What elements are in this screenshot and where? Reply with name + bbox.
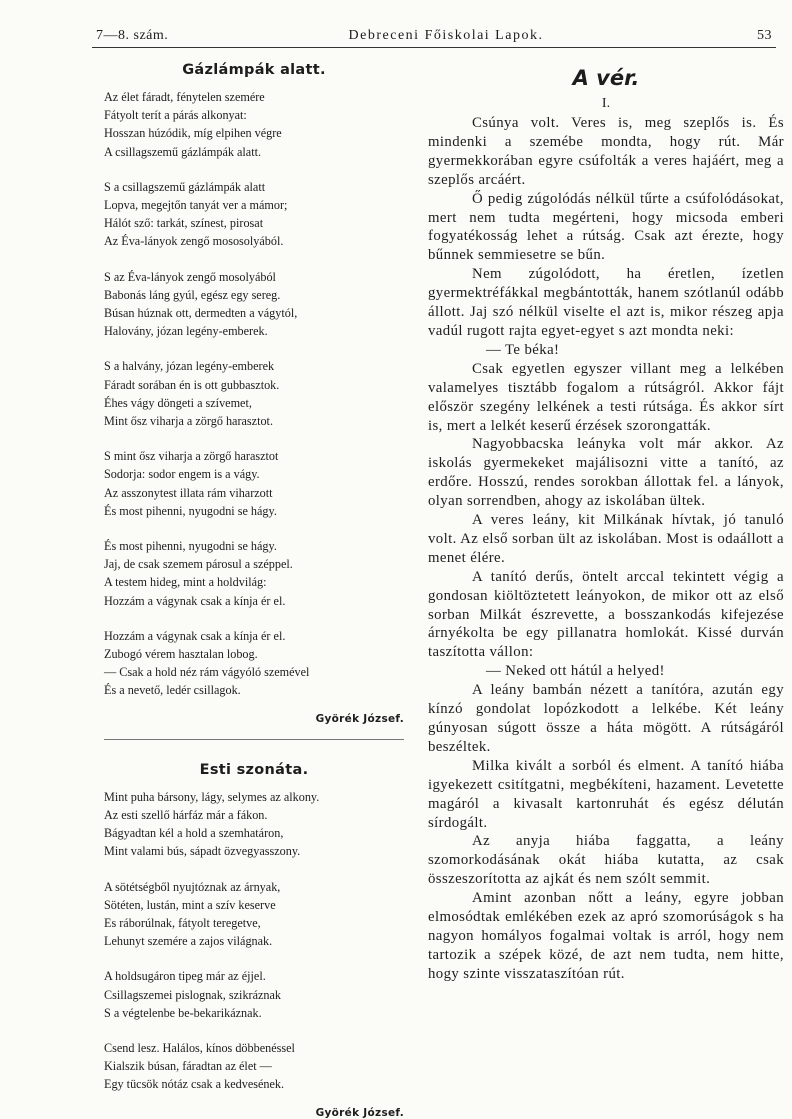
story-section-number: I. — [601, 96, 611, 111]
header-rule — [92, 47, 776, 48]
poem-line: Lehunyt szemére a zajos világnak. — [104, 934, 273, 949]
poem-line: S a csillagszemű gázlámpák alatt — [104, 179, 266, 194]
story-title: A vér. — [572, 66, 640, 90]
story-paragraph: — Neked ott hátúl a helyed! — [486, 663, 665, 680]
poem-line: Sötéten, lustán, mint a szív keserve — [104, 897, 276, 912]
story-paragraph: Az anyja hiába faggatta, a leány szomorkodásának okát hiába kutatta, az csak összeszorította az ajkát és nem szólt semmit. — [428, 833, 784, 888]
poem-stanza — [104, 537, 404, 610]
poem-line: A sötétségből nyujtóznak az árnyak, — [104, 879, 281, 894]
story-paragraph: A tanító derűs, öntelt arccal tekintett végig a gondosan kiöltöztetett leányokon, de mikor ott az első sorban Milkát észrevette, a bosszankodás kifejezése árnyékolta be egy pillanatra homlokát. Kissé durván taszította vállon: — [428, 568, 784, 661]
poem-line: Jaj, de csak szemem párosul a széppel. — [104, 557, 293, 572]
story-paragraph: Milka kivált a sorból és elment. A tanító hiába igyekezett csitítgatni, megbékíteni, hazament. Levetette magáról a kivasalt kartonruhát és egész délután sírdogált. — [428, 757, 784, 831]
poem-line: Az élet fáradt, fénytelen szemére — [104, 90, 265, 104]
poem-author-signature: Györék József. — [315, 712, 404, 725]
poem-line: Halovány, józan legény-emberek. — [104, 324, 268, 339]
journal-name: Debreceni Főiskolai Lapok. — [348, 28, 544, 43]
poem-line: Hálót sző: tarkát, színest, pirosat — [104, 216, 264, 231]
poem-stanza — [104, 268, 404, 341]
poem-line: Hozzám a vágynak csak a kínja ér el. — [104, 628, 286, 643]
poem-author-signature: Györék József. — [315, 1106, 404, 1119]
poem-line: Bágyadtan kél a hold a szemhatáron, — [104, 826, 284, 841]
story-paragraph: Csúnya volt. Veres is, meg szeplős is. És mindenki a szemébe mondta, hogy rút. Már gyermekkorában egyre csúfolták a veres hajáért, meg a szeplős arcáért. — [428, 115, 784, 188]
poem-line: És most pihenni, nyugodni se hágy. — [104, 539, 277, 554]
poem-stanza — [104, 967, 404, 1022]
poem-stanza — [104, 88, 404, 161]
poem-line: Kialszik búsan, fáradtan az élet — — [104, 1059, 272, 1074]
poem-line: Éhes vágy döngeti a szívemet, — [104, 395, 252, 410]
poem-stanza — [104, 788, 404, 861]
poem-line: A holdsugáron tipeg már az éjjel. — [104, 969, 266, 984]
poem-line: Sodorja: sodor engem is a vágy. — [104, 467, 260, 482]
story-paragraph: Nagyobbacska leányka volt már akkor. Az iskolás gyermekeket majálisozni vitte a tanító, az erdőre. Hosszú, rendes sorokban állottak fel. a lányok, olyan sorrendben, ahogy az iskolában ültek. — [428, 436, 784, 510]
page-number: 53 — [757, 28, 772, 43]
left-column — [104, 62, 404, 1119]
page-header — [96, 28, 772, 48]
poem-line: Es ráborúlnak, fátyolt teregetve, — [104, 915, 261, 930]
poem-line: — Csak a hold néz rám vágyóló szemével — [104, 665, 310, 680]
poem-stanza — [104, 1039, 404, 1094]
poem-line: Zubogó vérem hasztalan lobog. — [104, 647, 258, 662]
story-paragraph: Ő pedig zúgolódás nélkül tűrte a csúfolódásokat, mert nem tudta megérteni, hogy micsoda emberi fogyatékosság lehet a rútság. Csak azt érezte, hogy bűnnek semmiesetre se bűn. — [428, 190, 784, 264]
poem-stanza — [104, 878, 404, 951]
story-paragraph: A veres leány, kit Milkának hívtak, jó tanuló volt. Az első sorban ült az iskolában. Most is odaállott a menet élére. — [428, 512, 784, 566]
poem-line: Az Éva-lányok zengő mososolyából. — [104, 234, 284, 249]
poem-line: Babonás láng gyúl, egész egy sereg. — [104, 287, 281, 302]
poem-line: Fátyolt terít a párás alkonyat: — [104, 108, 247, 123]
poem-line: Lopva, megejtőn tanyát ver a mámor; — [104, 198, 288, 213]
section-separator — [104, 739, 404, 740]
poem-line: A testem hideg, mint a holdvilág: — [104, 575, 267, 590]
poem-stanza — [104, 178, 404, 251]
poem-stanza — [104, 447, 404, 520]
poem-body-gazlampak — [104, 88, 404, 700]
poem-title-esti-szonata: Esti szonáta. — [199, 761, 309, 778]
poem-body-esti-szonata — [104, 788, 404, 1094]
story-paragraph: — Te béka! — [486, 341, 560, 358]
poem-line: Fáradt sorában én is ott gubbasztok. — [104, 377, 280, 392]
poem-line: S a halvány, józan legény-emberek — [104, 359, 275, 374]
poem-title-gazlampak: Gázlámpák alatt. — [182, 62, 326, 78]
poem-line: És most pihenni, nyugodni se hágy. — [104, 503, 277, 518]
poem-line: Egy tücsök nótáz csak a kedvesének. — [104, 1077, 285, 1092]
poem-line: Hosszan húzódik, míg elpihen végre — [104, 126, 282, 141]
poem-line: A csillagszemű gázlámpák alatt. — [104, 144, 262, 159]
right-column — [428, 62, 784, 984]
poem-line: Az asszonytest illata rám viharzott — [104, 485, 273, 500]
poem-stanza — [104, 627, 404, 700]
issue-number: 7—8. szám. — [96, 28, 169, 43]
poem-line: Az esti szellő hárfáz már a fákon. — [104, 807, 268, 822]
story-paragraph: Amint azonban nőtt a leány, egyre jobban elmosódtak emlékében ezek az apró szomorúságok s ha nagyon homályos fogalmai voltak is arról, hogy nem tartozik a szépek közé, de azt nem tudta, nem hitte, hogy szinte visszataszítóan rút. — [428, 890, 784, 982]
poem-line: Mint puha bársony, lágy, selymes az alkony. — [104, 789, 320, 804]
poem-line: Búsan húznak ott, dermedten a vágytól, — [104, 306, 298, 321]
poem-line: Csend lesz. Halálos, kínos döbbenéssel — [104, 1040, 295, 1055]
poem-stanza — [104, 357, 404, 430]
poem-line: Hozzám a vágynak csak a kínja ér el. — [104, 593, 286, 608]
poem-line: Mint ősz viharja a zörgő harasztot. — [104, 414, 273, 429]
story-paragraph: Nem zúgolódott, ha éretlen, ízetlen gyermektréfákkal megbántották, hanem szótlanúl odább állott. Jaj szó nélkül viselte el azt is, mikor részeg apja vadúl rugott rajta egyet-egyet s azt mondta neki: — [428, 266, 784, 339]
poem-line: És a nevető, ledér csillagok. — [104, 683, 241, 698]
poem-line: S mint ősz viharja a zörgő harasztot — [104, 449, 279, 464]
poem-line: S a végtelenbe be-bekarikáznak. — [104, 1005, 262, 1020]
poem-line: Mint valami bús, sápadt özvegyasszony. — [104, 844, 301, 859]
poem-line: Csillagszemei pislognak, szikráznak — [104, 987, 282, 1002]
story-paragraph: A leány bambán nézett a tanítóra, azután egy kínzó gondolat lopózkodott a lelkébe. Két leány gúnyosan súgott össze a háta mögött. A rútságáról beszéltek. — [428, 682, 784, 755]
story-paragraph: Csak egyetlen egyszer villant meg a lelkében valamelyes tisztább fogalom a rútságról. Akkor fájt először szegény lelkének a testi rútsága. És akkor sírt is, mert a lelkét keserű érzések szorongatták. — [428, 360, 784, 434]
story-body — [428, 114, 784, 984]
poem-line: S az Éva-lányok zengő mosolyából — [104, 269, 276, 284]
